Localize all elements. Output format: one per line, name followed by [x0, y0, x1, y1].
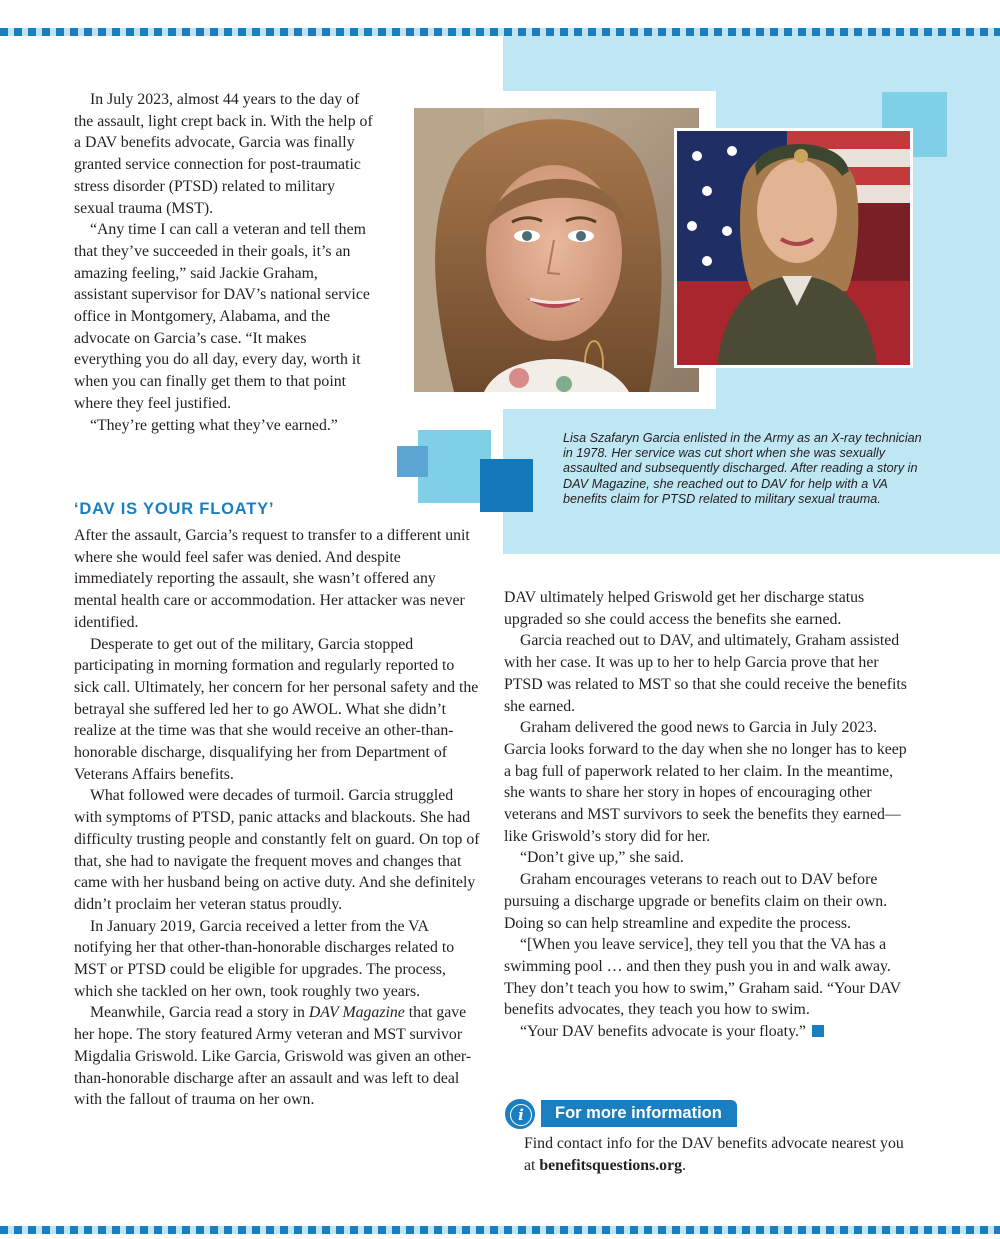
more-info-heading: For more information [541, 1100, 737, 1127]
end-mark-square [812, 1025, 824, 1037]
decorative-square [480, 459, 533, 512]
magazine-title: DAV Magazine [308, 1004, 405, 1022]
paragraph [504, 1021, 916, 1043]
more-info-suffix: . [681, 1157, 686, 1174]
portrait-photo [414, 108, 699, 392]
text-run: “Your DAV benefits advocate is your floaty.” [520, 1023, 806, 1041]
info-icon [505, 1099, 535, 1129]
more-info-header [505, 1097, 745, 1131]
paragraph: Graham delivered the good news to Garcia in July 2023. Garcia looks forward to the day when she no longer has to keep a bag full of paperwork related to her claim. In the meantime, she wants to share her story in hopes of encouraging other veterans and MST survivors to seek the benefits they earned—like Griswold’s story did for her. [504, 719, 907, 845]
military-portrait-illustration [677, 131, 910, 365]
photo-caption: Lisa Szafaryn Garcia enlisted in the Army as an X-ray technician in 1978. Her service was cut short when she was sexually assaulted and subsequently discharged. After reading a story in DAV Magazine, she reached out to DAV for help with a VA benefits claim for PTSD related to military sexual trauma. [563, 431, 922, 506]
paragraph: Graham encourages veterans to reach out to DAV before pursuing a discharge upgrade or benefits claim on their own. Doing so can help streamline and expedite the process. [504, 871, 888, 932]
top-dashed-border [0, 28, 1000, 36]
more-info-text [524, 1133, 904, 1177]
paragraph: “They’re getting what they’ve earned.” [90, 416, 338, 434]
paragraph: Desperate to get out of the military, Garcia stopped participating in morning formation and regularly reported to sick call. Ultimately, her concern for her personal safety and the betrayal she suffered led her to go AWOL. What she didn’t realize at the time was that she would receive an other-than-honorable discharge, disqualifying her from Department of Veterans Affairs benefits. [74, 635, 479, 783]
paragraph: In January 2019, Garcia received a letter from the VA notifying her that other-than-honorable discharges related to MST or PTSD could be eligible for upgrades. The process, which she tackled on her own, took roughly two years. [74, 917, 455, 1000]
more-info-body: Find contact info for the DAV benefits advocate nearest you at [524, 1135, 904, 1174]
paragraph: After the assault, Garcia’s request to transfer to a different unit where she would feel safer was denied. And despite immediately reporting the assault, she wasn’t offered any mental health care or accommodation. Her attacker was never identified. [74, 527, 470, 631]
paragraph: DAV ultimately helped Griswold get her discharge status upgraded so she could access the benefits she earned. [504, 589, 865, 628]
decorative-square [397, 446, 428, 477]
paragraph: Garcia reached out to DAV, and ultimately, Graham assisted with her case. It was up to her to help Garcia prove that her PTSD was related to MST so that she could receive the benefits she earned. [504, 632, 907, 715]
text-run: Meanwhile, Garcia read a story in [90, 1004, 309, 1022]
info-icon-glyph: i [510, 1104, 532, 1126]
military-portrait-photo [674, 128, 913, 368]
paragraph [74, 1002, 482, 1111]
portrait-photo-illustration [414, 108, 699, 392]
article-column-3 [504, 587, 916, 1043]
benefits-link[interactable]: benefitsquestions.org [539, 1157, 682, 1174]
section-heading: ‘DAV IS YOUR FLOATY’ [74, 500, 275, 518]
paragraph: What followed were decades of turmoil. Garcia struggled with symptoms of PTSD, panic attacks and blackouts. She had difficulty trusting people and constantly felt on guard. On top of that, she had to navigate the frequent moves and changes that came with her husband being on active duty. And she definitely didn’t proclaim her veteran status proudly. [74, 787, 480, 913]
article-column-1 [74, 89, 374, 436]
bottom-dashed-border [0, 1226, 1000, 1234]
paragraph: In July 2023, almost 44 years to the day of the assault, light crept back in. With the help of a DAV benefits advocate, Garcia was finally granted service connection for post-traumatic stress disorder (PTSD) related to military sexual trauma (MST). [74, 91, 373, 217]
paragraph: “Don’t give up,” she said. [520, 849, 684, 867]
paragraph: “[When you leave service], they tell you that the VA has a swimming pool … and then they push you in and walk away. They don’t teach you how to swim,” Graham said. “Your DAV benefits advocates, they teach you how to swim. [504, 936, 901, 1019]
text-run: that gave her hope. The story featured Army veteran and MST survivor Migdalia Griswold. Like Garcia, Griswold was given an other-than-honorable discharge after an assault and was left to deal with the fallout of trauma on her own. [74, 1004, 472, 1109]
article-column-2 [74, 525, 482, 1111]
paragraph: “Any time I can call a veteran and tell them that they’ve succeeded in their goals, it’s an amazing feeling,” said Jackie Graham, assistant supervisor for DAV’s national service office in Montgomery, Alabama, and the advocate on Garcia’s case. “It makes everything you do all day, every day, worth it when you can finally get them to that point where they feel justified. [74, 221, 370, 412]
